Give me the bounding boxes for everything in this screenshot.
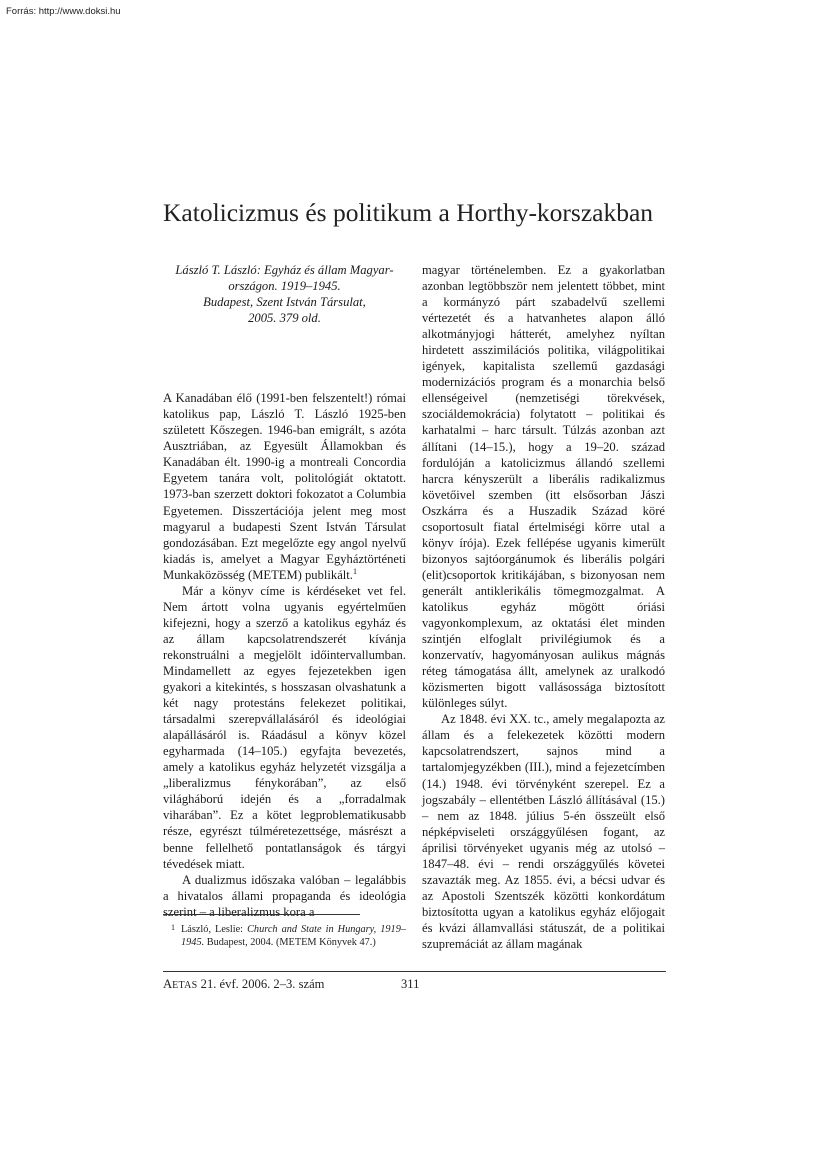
journal-info: AETAS 21. évf. 2006. 2–3. szám bbox=[163, 977, 325, 991]
paragraph: magyar történelemben. Ez a gyakorlatban azonban legtöbbször nem jelentett többet, mint a kormányzó párt szabadelvű szellemi vértezetét és a hatvanhetes alapon álló alkotmányjogi hátterét, amelyhez nyíltan hirdetett asszimilációs politika, világpolitikai igények, kapitalista szellemű gazdasági modernizációs program és a monarchia belső ellenségeivel (nemzetiségi törekvések, szociáldemokrácia) folytatott – politikai és karhatalmi – harc társult. Túlzás azonban azt állítani (14–15.), hogy a 19–20. század fordulóján a katolicizmus állandó szellemi harcra kényszerült a liberális radikalizmus követőivel szemben (itt elsősorban Jászi Oszkárra és a Huszadik Század köré csoportosult fiatal értelmiségi körre utal a könyv írója). Ezek fellépése ugyanis kimerült bizonyos sajtóorgánumok és liberális polgári (elit)csoportok kritikájában, s bizonyosan nem generált antiklerikális tömegmozgalmat. A katolikus egyház mögött óriási vagyonkomplexum, az oktatási élet minden szintjén elfoglalt privilégiumok és a konzervatív, hagyományosan aulikus mágnás réteg támogatása állt, amelynek az uralkodó közismerten bigott vallásossága biztosított különleges súlyt. bbox=[422, 263, 665, 711]
source-url: Forrás: http://www.doksi.hu bbox=[6, 6, 121, 17]
right-column bbox=[422, 262, 665, 952]
article-title: Katolicizmus és politikum a Horthy-korszakban bbox=[163, 198, 654, 227]
citation-line: 2005. 379 old. bbox=[248, 311, 321, 326]
reviewed-book-citation bbox=[163, 262, 406, 326]
paragraph: A dualizmus időszaka valóban – legalábbis a hivatalos állami propaganda és ideológia szerint – a liberalizmus kora a bbox=[163, 872, 406, 919]
citation-line: Budapest, Szent István Társulat, bbox=[203, 295, 366, 310]
footnote-marker: 1 bbox=[352, 566, 357, 576]
page-number: 311 bbox=[401, 977, 420, 991]
footnote-details: Budapest, 2004. (METEM Könyvek 47.) bbox=[204, 937, 376, 949]
left-column bbox=[163, 262, 406, 920]
footnote-work: Church and State in Hungary, 1919–1945. bbox=[181, 924, 406, 949]
footnote-number: 1 bbox=[171, 923, 175, 932]
paragraph: Már a könyv címe is kérdéseket vet fel. Nem ártott volna ugyanis egyértelműen kifejezni, hogy a szerző a katolikus egyház és az állam kapcsolatrendszerét kívánja rekonstruálni a megjelölt időintervallumban. Mindamellett az egyes fejezetekben igen gyakori a kitekintés, s hosszasan olvashatunk a két nagy protestáns felekezet politikai, társadalmi szerepvállalásáról és ideológiai alapállásáról is. Ráadásul a könyv közel egyharmada (14–105.) egyfajta bevezetés, amely a katolikus egyház helyzetét vizsgálja a „liberalizmus fénykorában”, az első világháború idején és a „forradalmak viharában”. Ez a kötet legproblematikusabb része, egyrészt túlméretezettsége, másrészt a benne fellelhető pontatlanságok és tárgyi tévedések miatt. bbox=[163, 583, 406, 871]
footnote-author: László, Leslie: bbox=[181, 924, 248, 935]
footer-divider bbox=[163, 971, 666, 972]
citation-line: országon. 1919–1945. bbox=[228, 279, 341, 294]
footnote bbox=[163, 923, 406, 949]
paragraph: A Kanadában élő (1991-ben felszentelt!) római katolikus pap, László T. László 1925-ben született Kőszegen. 1946-ban emigrált, s azóta Ausztriában, az Egyesült Államokban és Kanadában élt. 1990-ig a montreali Concordia Egyetem tanára volt, politológiát oktatott. 1973-ban szerzett doktori fokozatot a Columbia Egyetemen. Disszertációja jelent meg most magyarul a budapesti Szent István Társulat gondozásában. Ezt megelőzte egy angol nyelvű kiadás is, amelyet a Magyar Egyháztörténeti Munkaközösség (METEM) publikált.$^1$ bbox=[163, 391, 406, 582]
paragraph: Az 1848. évi XX. tc., amely megalapozta az állam és a felekezetek közötti modern kapcsolatrendszert, sajnos mind a tartalomjegyzékben (III.), mind a fejezetcímben (14.) 1948. évi törvényként szerepel. Ez a jogszabály – ellentétben László állításával (15.) – nem az 1848. július 5-én összeült első népképviseleti országgyűlésen fogant, az áprilisi törvényeket ugyanis még az utolsó – 1847–48. évi – rendi országgyűlés követei szavazták meg. Az 1855. évi, a bécsi udvar és az Apostoli Szentszék közötti konkordátum biztosította ugyan a katolikus egyház előjogait és kvázi államvallási státuszát, de a politikai szupremáciát az állam magának bbox=[422, 712, 665, 951]
footnote-divider bbox=[163, 914, 360, 915]
citation-line: László T. László: Egyház és állam Magyar- bbox=[175, 263, 394, 277]
